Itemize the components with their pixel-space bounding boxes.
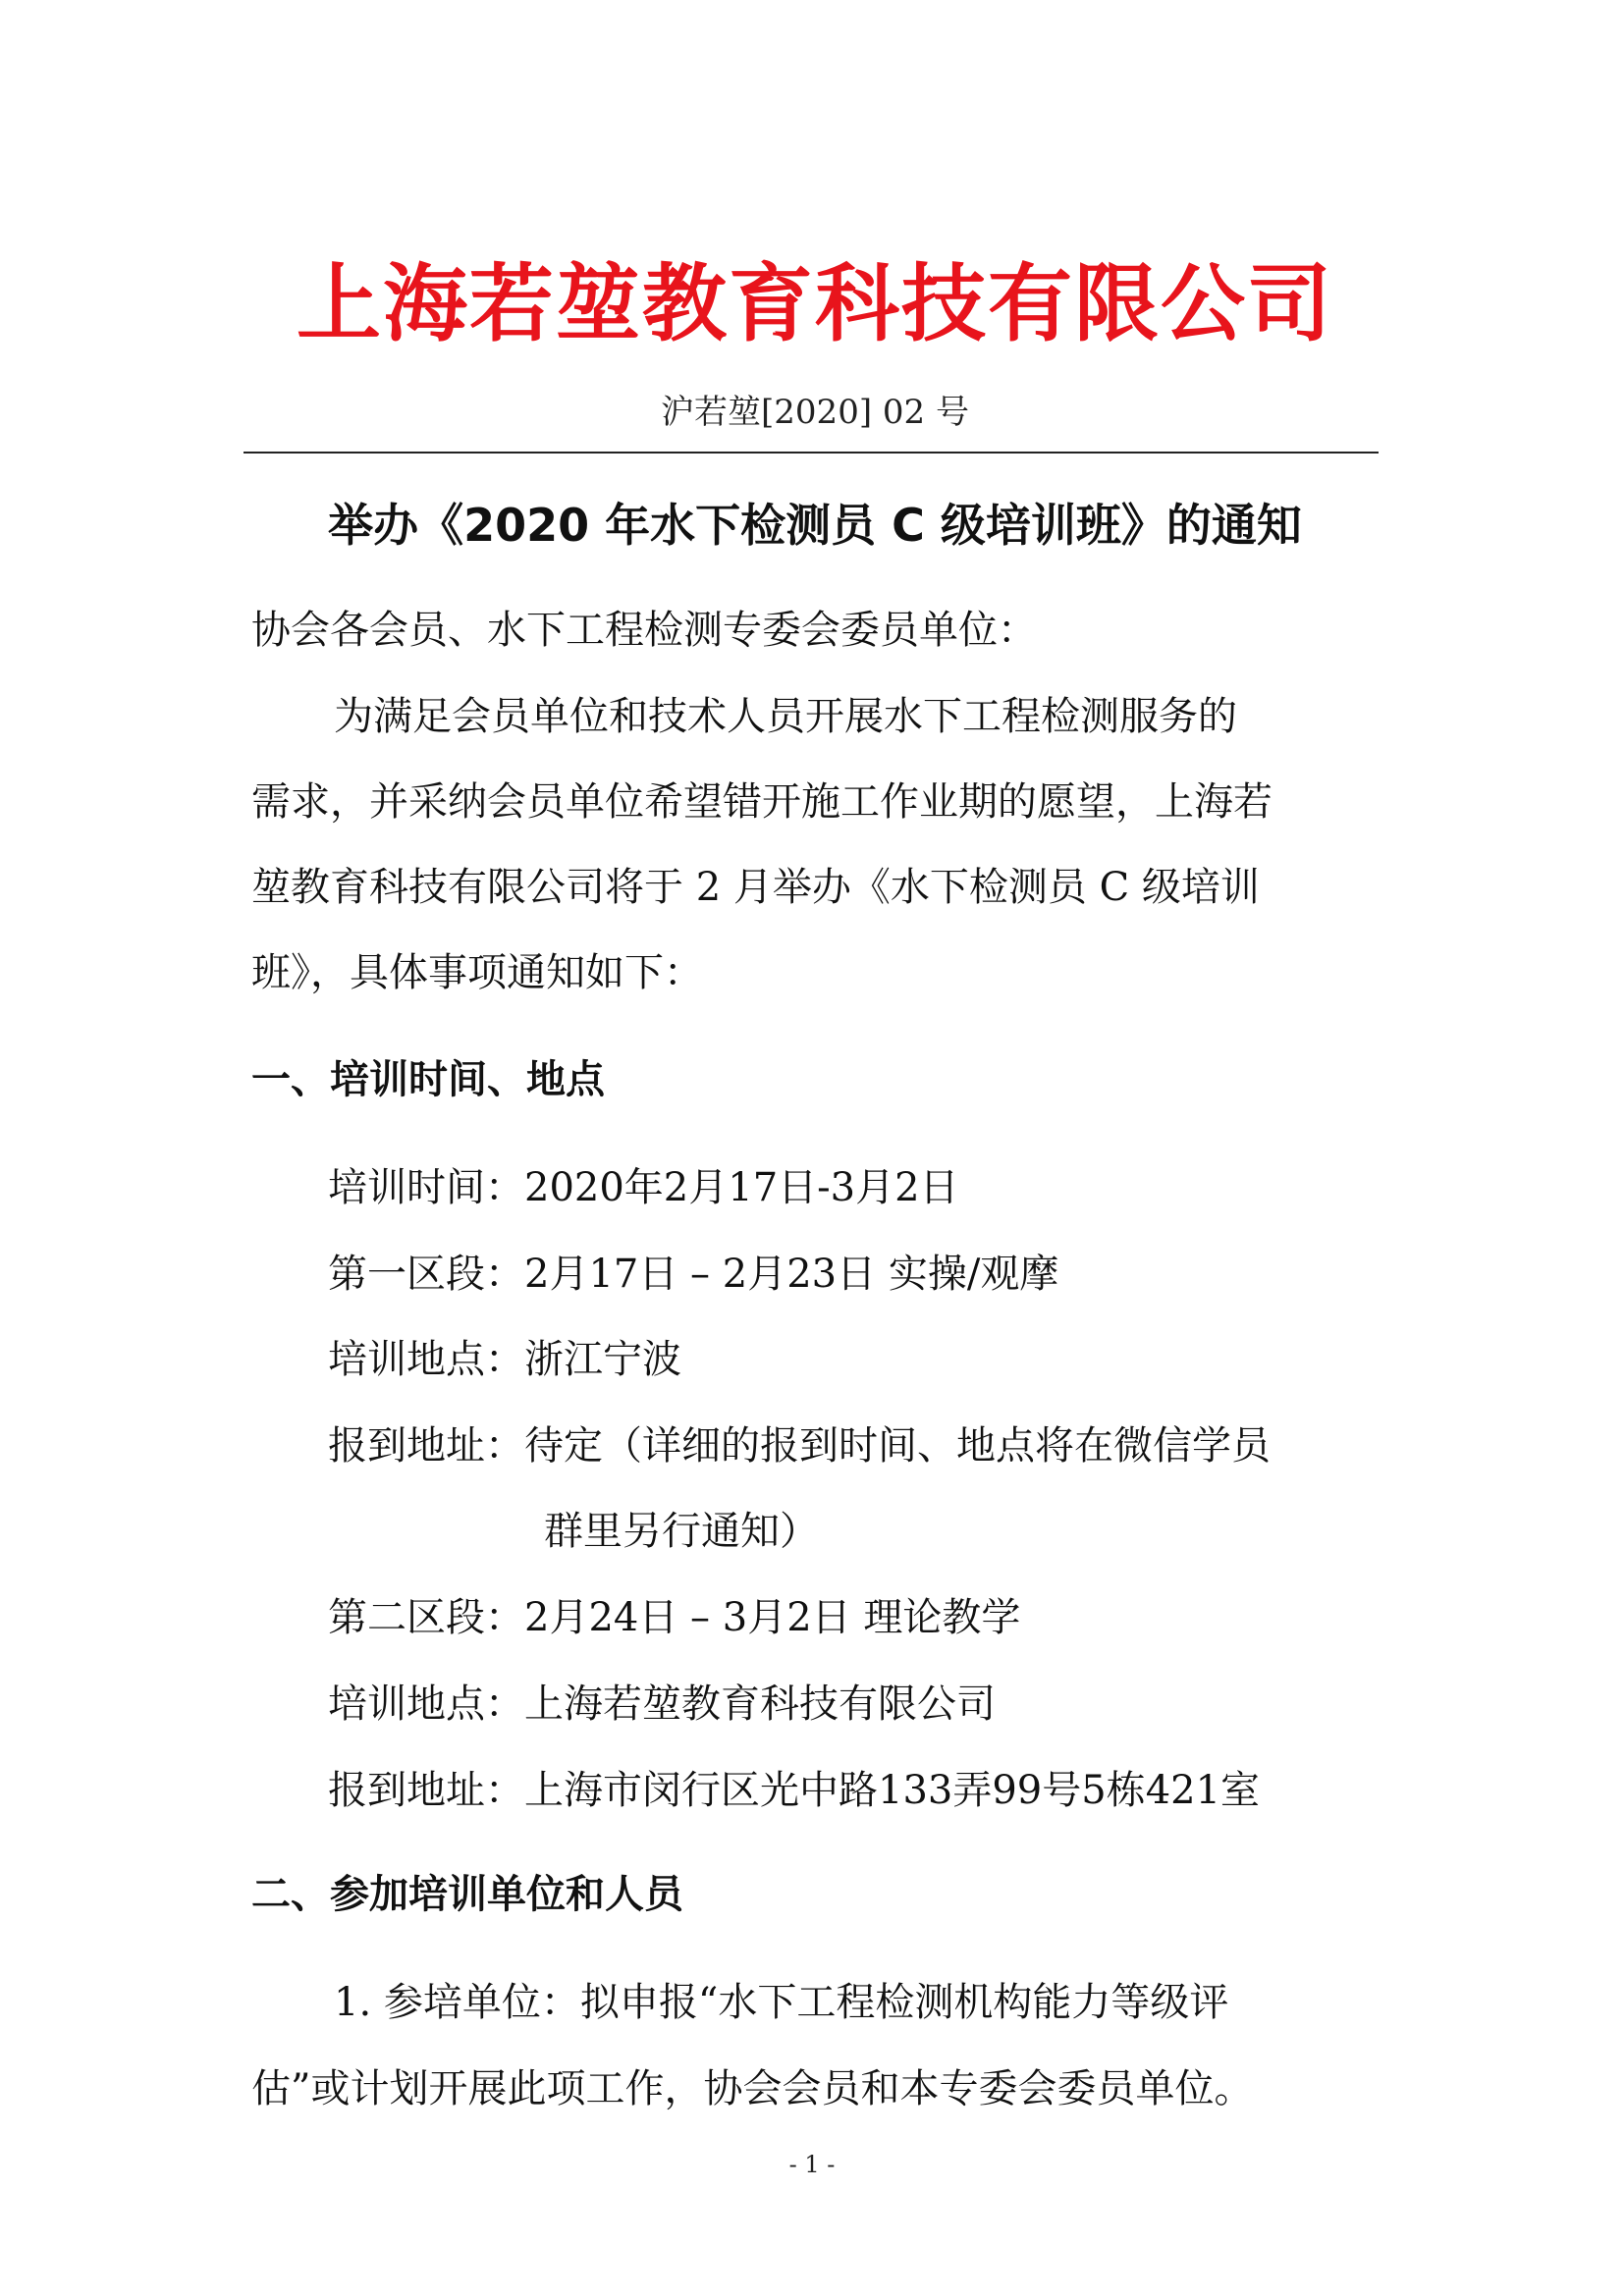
intro-line: 班》，具体事项通知如下：: [251, 950, 703, 995]
schedule-item: 培训时间：2020年2月17日-3月2日: [328, 1165, 959, 1210]
intro-line: 为满足会员单位和技术人员开展水下工程检测服务的: [334, 694, 1237, 739]
section-heading-time-place: 一、培训时间、地点: [251, 1057, 605, 1102]
company-name-heading: 上海若堃教育科技有限公司: [297, 255, 1333, 353]
section-heading-participants: 二、参加培训单位和人员: [251, 1872, 683, 1917]
intro-line: 堃教育科技有限公司将于 2 月举办《水下检测员 C 级培训: [251, 865, 1260, 910]
schedule-item: 培训地点：浙江宁波: [328, 1337, 681, 1382]
schedule-item: 第二区段：2月24日 – 3月2日 理论教学: [328, 1595, 1021, 1640]
schedule-item: 第一区段：2月17日 – 2月23日 实操/观摩: [328, 1252, 1059, 1297]
participants-line: 1. 参培单位：拟申报“水下工程检测机构能力等级评: [334, 1980, 1229, 2025]
schedule-item: 报到地址：待定（详细的报到时间、地点将在微信学员: [328, 1423, 1271, 1468]
page-number: - 1 -: [788, 2151, 836, 2178]
intro-line: 需求，并采纳会员单位希望错开施工作业期的愿望，上海若: [251, 779, 1272, 825]
notice-title: 举办《2020 年水下检测员 C 级培训班》的通知: [328, 499, 1302, 552]
participants-line: 估”或计划开展此项工作，协会会员和本专委会委员单位。: [251, 2066, 1254, 2111]
document-number: 沪若堃[2020] 02 号: [661, 393, 969, 432]
header-divider: [244, 452, 1379, 454]
salutation: 协会各会员、水下工程检测专委会委员单位：: [251, 608, 1037, 653]
schedule-item: 培训地点：上海若堃教育科技有限公司: [328, 1682, 996, 1727]
schedule-item: 报到地址：上海市闵行区光中路133弄99号5栋421室: [328, 1768, 1261, 1813]
schedule-item-continuation: 群里另行通知）: [544, 1509, 819, 1554]
